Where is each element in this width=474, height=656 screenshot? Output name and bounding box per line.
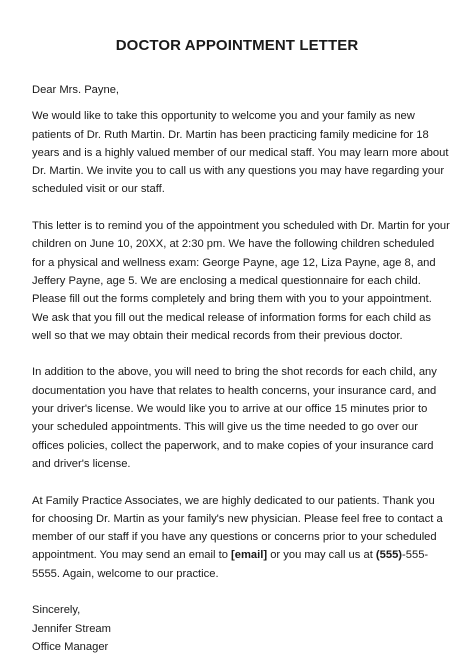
contact-text-3: -555-5555. Again, welcome to our practice. (32, 549, 429, 580)
letter-body (32, 81, 450, 656)
paragraph-contact (32, 492, 450, 583)
email-placeholder: [email] (231, 549, 268, 562)
signature-block (32, 601, 450, 656)
closing: Sincerely, (32, 604, 81, 617)
phone-area-code: (555) (375, 549, 403, 562)
contact-text-2: or you may call us at (267, 549, 376, 562)
signer-name: Jennifer Stream (32, 622, 111, 635)
salutation: Dear Mrs. Payne, (32, 84, 120, 96)
paragraph-welcome: We would like to take this opportunity to welcome you and your family as new patients of Dr. Ruth Martin. Dr. Martin has been practicing family medicine for 18 years and is a highly valued member of our medical staff. You may learn more about Dr. Martin. We invite you to call us with any questions you may have regarding your scheduled visit or our staff. (32, 110, 449, 196)
signer-title: Office Manager (32, 640, 109, 653)
paragraph-requirements: In addition to the above, you will need to bring the shot records for each child, any documentation you have that relates to health concerns, your insurance card, and your driver's license. We would like you to arrive at our office 15 minutes prior to your scheduled appointments. This will give us the time needed to go over our offices policies, collect the paperwork, and to make copies of your insurance card and driver's license. (32, 366, 437, 470)
letter-title: DOCTOR APPOINTMENT LETTER (115, 37, 359, 54)
contact-text-1: At Family Practice Associates, we are highly dedicated to our patients. Thank you for choosing Dr. Martin as your family's new physician. Please feel free to contact a member of our staff if you have any questions or concerns prior to your scheduled appointment. You may send an email to (32, 494, 443, 562)
paragraph-appointment-reminder: This letter is to remind you of the appointment you scheduled with Dr. Martin for your children on June 10, 20XX, at 2:30 pm. We have the following children scheduled for a physical and wellness exam: George Payne, age 12, Liza Payne, age 8, and Jeffery Payne, age 5. We are enclosing a medical questionnaire for each child. Please fill out the forms completely and bring them with you to your appointment. We ask that you fill out the medical release of information forms for each child as well so that we may obtain their medical records from their previous doctor. (32, 220, 450, 342)
